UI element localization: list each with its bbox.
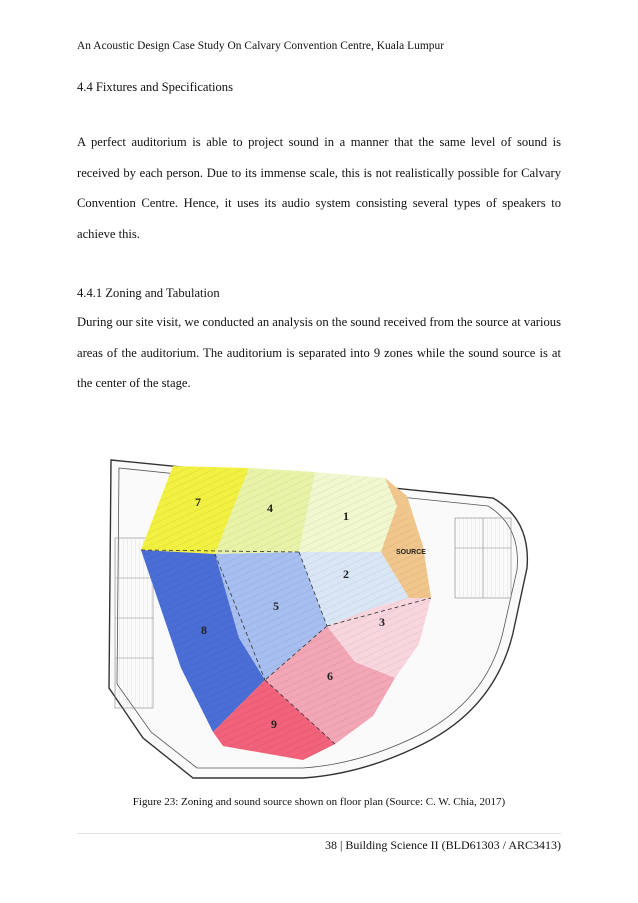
zone-label-1: 1: [343, 509, 349, 523]
floor-plan-figure: [103, 448, 535, 780]
zone-label-7: 7: [195, 495, 201, 509]
zone-label-5: 5: [273, 599, 279, 613]
subsection-paragraph: During our site visit, we conducted an analysis on the sound received from the source at various areas of the auditorium. The auditorium is separated into 9 zones while the sound source is at the center of the stage.: [77, 315, 561, 391]
figure-caption: Figure 23: Zoning and sound source shown on floor plan (Source: C. W. Chia, 2017): [132, 796, 506, 808]
zone-label-6: 6: [327, 669, 333, 683]
floor-plan-drawing: [103, 448, 535, 780]
zone-label-8: 8: [201, 623, 207, 637]
running-head: An Acoustic Design Case Study On Calvary Convention Centre, Kuala Lumpur: [77, 40, 445, 52]
zone-label-4: 4: [267, 501, 273, 515]
section-title: 4.4 Fixtures and Specifications: [77, 80, 233, 94]
footer-divider: [77, 833, 561, 834]
zone-label-2: 2: [343, 567, 349, 581]
section-paragraph: A perfect auditorium is able to project sound in a manner that the same level of sound is received by each person. Due to its immense scale, this is not realistically possible for Calvary Convention Centre. Hence, it uses its audio system consisting several types of speakers to achieve this.: [77, 135, 561, 241]
zone-label-3: 3: [379, 615, 385, 629]
zone-label-9: 9: [271, 717, 277, 731]
source-label: SOURCE: [396, 549, 426, 556]
page-footer: 38 | Building Science II (BLD61303 / ARC3413): [324, 838, 561, 852]
subsection-title: 4.4.1 Zoning and Tabulation: [77, 286, 220, 300]
